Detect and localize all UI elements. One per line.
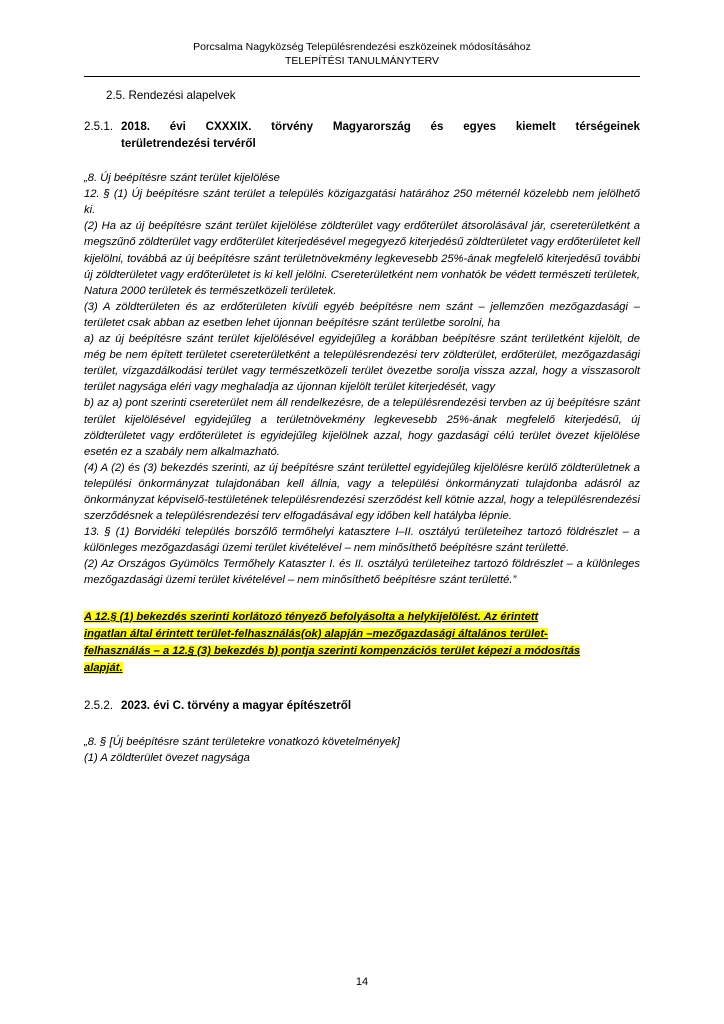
paragraph: „8. § [Új beépítésre szánt területekre vonatkozó követelmények] [84,736,400,749]
subsection-title-line-2: területrendezési tervéről [121,137,256,151]
page-footer [0,976,724,988]
page-number: 14 [355,976,369,988]
page-header [84,40,640,68]
paragraph: (2) Az Országos Gyümölcs Termőhely Kataszter I. és II. osztályú területeihez tartozó földrészlet – a különleges mezőgazdasági üzemi terület kivételével – nem minősíthető beépítésre szánt területté.” [84,558,640,587]
highlight-line-2: ingatlan által érintett terület-felhasználás(ok) alapján –mezőgazdasági általános terület- [84,627,548,640]
subsection-number: 2.5.2. [84,699,114,713]
subsection-heading-2-5-1 [84,118,640,152]
highlight-line-3: felhasználás – a 12.§ (3) bekezdés b) pontja szerinti kompenzációs terület képezi a módosítás [84,644,581,657]
highlight-line-4: alapját. [84,662,123,675]
paragraph: (1) A zöldterület övezet nagysága [84,752,250,765]
paragraph: (4) A (2) és (3) bekezdés szerinti, az új beépítésre szánt területtel egyidejűleg kijelölésre kerülő zöldterületnek a települési önkormányzat tulajdonában kell állnia, vagy a települési önkormányzati tulajdonba adásról az önkormányzat képviselő-testületének településrendezési szerződést kell kötnie azzal, hogy a településrendezési szerződésnek a településrendezési terv elfogadásával egy időben kell hatályba lépnie. [84,461,640,523]
paragraph: 13. § (1) Borvidéki település borszőlő termőhelyi katasztere I–II. osztályú területeihez tartozó földrészlet – a különleges mezőgazdasági üzemi terület kivételével – nem minősíthető beépítésre szánt területté. [84,526,640,555]
paragraph: 12. § (1) Új beépítésre szánt terület a település közigazgatási határához 250 méternél közelebb nem jelölhető ki. [84,188,640,217]
header-line-1: Porcsalma Nagyközség Településrendezési eszközeinek módosításához [193,41,531,53]
highlighted-note [84,609,640,678]
subsection-title-line-1: 2018. évi CXXXIX. törvény Magyarország és egyes kiemelt térségeinek [121,120,640,134]
header-divider [84,76,640,77]
header-line-2: TELEPÍTÉSI TANULMÁNYTERV [284,55,440,67]
page-content [84,88,640,767]
paragraph: „8. Új beépítésre szánt terület kijelölése [84,172,280,185]
subsection-heading-2-5-2 [84,697,640,714]
subsection-title: 2023. évi C. törvény a magyar építészetről [121,699,352,713]
section-title: 2.5. Rendezési alapelvek [106,89,236,102]
paragraph: (3) A zöldterületen és az erdőterületen kívüli egyéb beépítésre nem szánt – jellemzően mezőgazdasági – területet csak abban az esetben lehet újonnan beépítésre szánt területbe sorolni, ha [84,300,640,329]
paragraph: a) az új beépítésre szánt terület kijelölésével egyidejűleg a korábban beépítésre szánt területként kijelölt, de még be nem épített területet csereterületként a településrendezési terv zöldterület, erdőterület, mezőgazdasági terület, vízgazdálkodási terület vagy természetközeli terület övezetbe sorolja vissza azzal, hogy a visszasorolt terület nagysága eléri vagy meghaladja az újonnan kijelölt terület kiterjedését, vagy [84,333,640,394]
paragraph: b) az a) pont szerinti csereterület nem áll rendelkezésre, de a településrendezési tervben az új beépítésre szánt terület kijelölésével egyidejűleg a területnövekmény legkevesebb 25%-ának megfelelő kiterjedésű, új zöldterületet vagy erdőterületet is egyidejűleg kijelölnek azzal, hogy gazdasági célú terület övezet kijelölése esetén ez a szabály nem alkalmazható. [84,397,640,458]
subsection-number: 2.5.1. [84,120,114,134]
highlight-line-1: A 12.§ (1) bekezdés szerinti korlátozó tényező befolyásolta a helykijelölést. Az érintett [84,610,539,623]
paragraph: (2) Ha az új beépítésre szánt terület kijelölése zöldterület vagy erdőterület átsorolásával jár, csereterületként a megszűnő zöldterület vagy erdőterület kiterjedésével megegyező kiterjedésű zöldterületet vagy erdőterületet kell kijelölni, továbbá az új beépítésre szánt területnövekmény legkevesebb 25%-ának megfelelő kiterjedésű további új zöldterületet vagy erdőterületet is ki kell jelölni. Csereterületként nem vonhatók be védett természeti területek, Natura 2000 területek és természetközeli területek. [84,220,640,297]
subsection-title [121,118,640,152]
